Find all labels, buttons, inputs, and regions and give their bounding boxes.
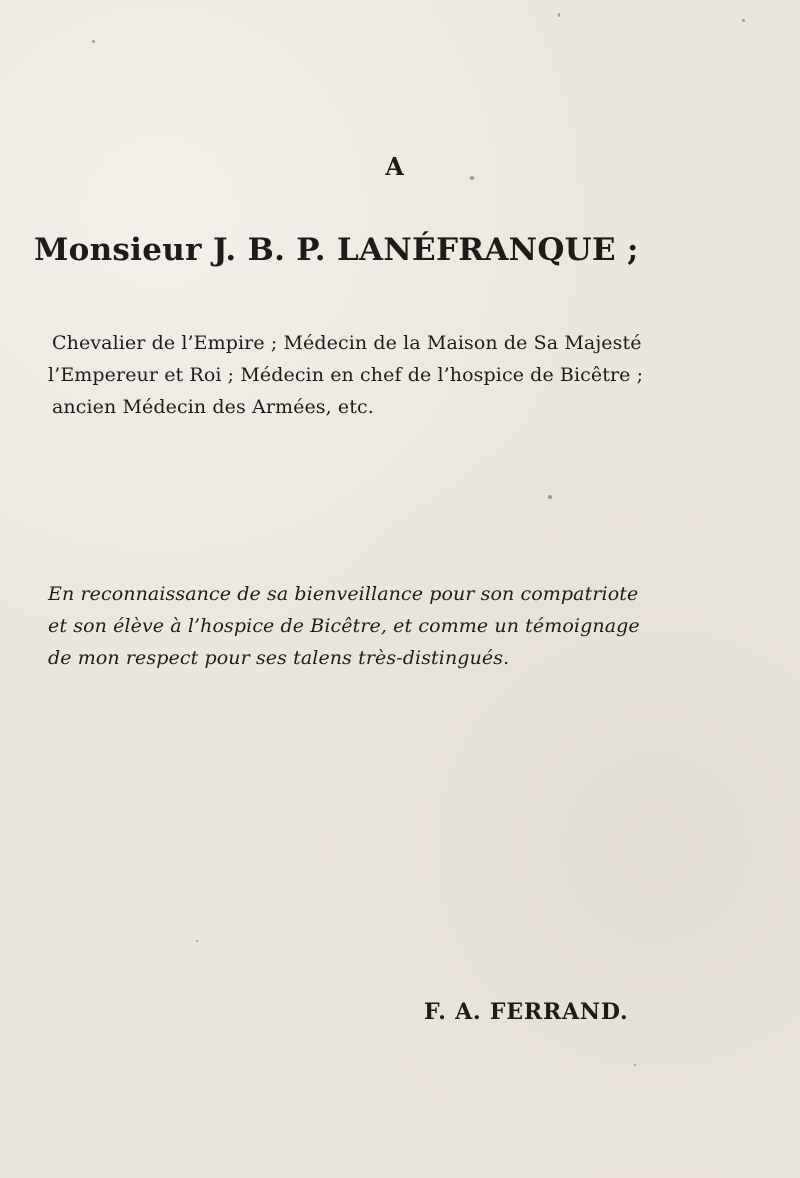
tribute-line-1: En reconnaissance de sa bienveillance pour son compatriote: [48, 583, 639, 605]
titles-line-2: l’Empereur et Roi ; Médecin en chef de l’hospice de Bicêtre ;: [48, 364, 644, 386]
titles-line-1: Chevalier de l’Empire ; Médecin de la Maison de Sa Majesté: [52, 332, 642, 354]
titles-line-3: ancien Médecin des Armées, etc.: [52, 396, 374, 418]
ink-speck: [196, 940, 198, 942]
dedication-heading: A: [385, 152, 405, 181]
ink-speck: [470, 176, 474, 180]
recipient-titles: [48, 327, 763, 423]
ink-speck: [742, 19, 745, 22]
ink-speck: [558, 13, 560, 17]
tribute-text: [48, 578, 763, 674]
tribute-line-2: et son élève à l’hospice de Bicêtre, et comme un témoignage: [48, 615, 640, 637]
ink-speck: [548, 495, 552, 499]
recipient-name: Monsieur J. B. P. LANÉFRANQUE ;: [34, 232, 639, 268]
author-signature: F. A. FERRAND.: [424, 999, 629, 1025]
tribute-line-3: de mon respect pour ses talens très-distingués.: [48, 647, 510, 669]
ink-speck: [92, 40, 95, 43]
ink-speck: [634, 1064, 636, 1066]
